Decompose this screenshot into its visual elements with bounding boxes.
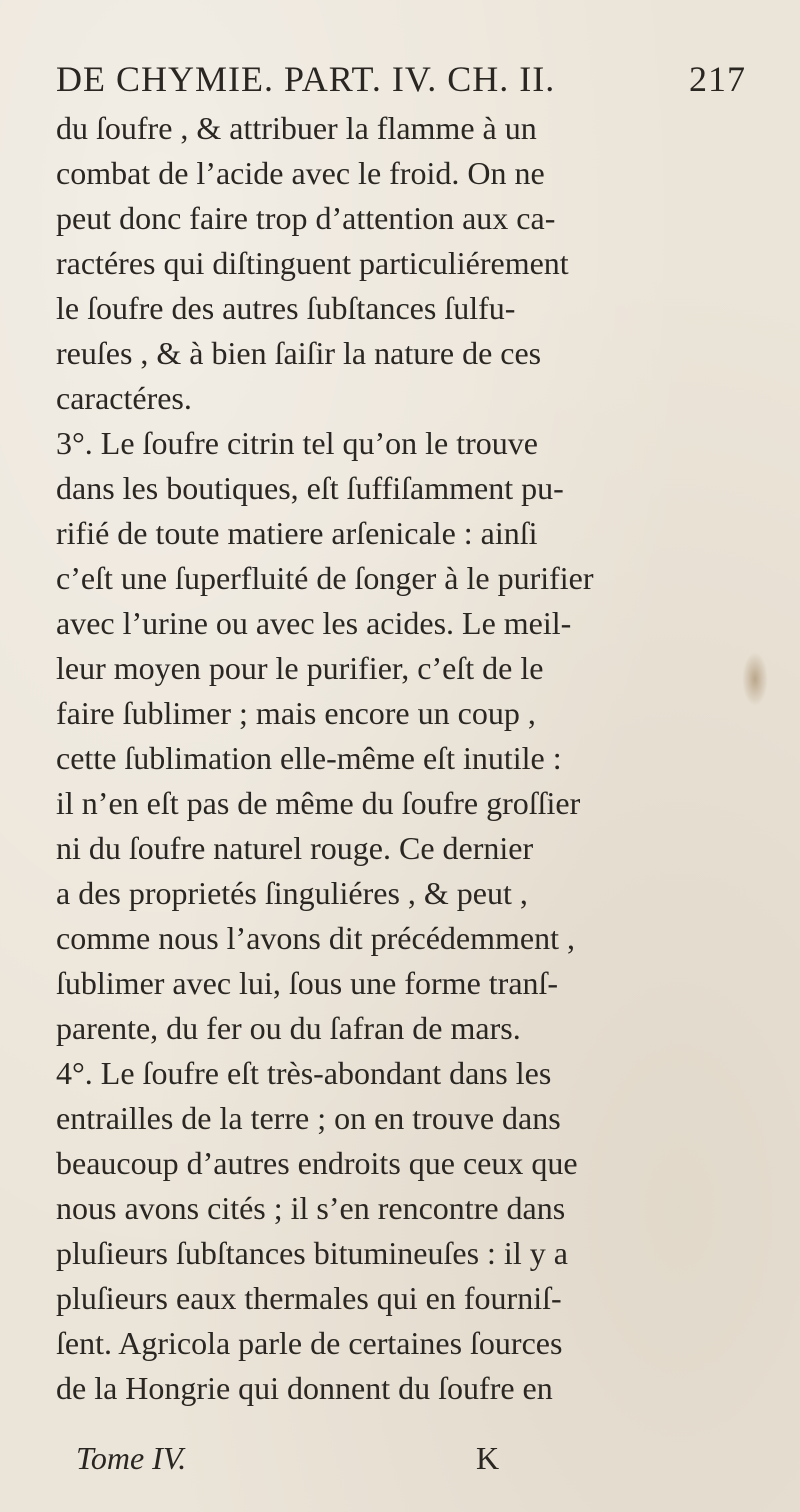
text-line: entrailles de la terre ; on en trouve dans — [56, 1100, 561, 1136]
text-line: ractéres qui diſtinguent particuliérement — [56, 245, 569, 281]
running-head-title: DE CHYMIE. PART. IV. CH. II. — [56, 59, 556, 99]
page-footer — [56, 1440, 746, 1484]
text-line: ſent. Agricola parle de certaines ſources — [56, 1325, 563, 1361]
page-number: 217 — [689, 59, 746, 99]
text-line: parente, du fer ou du ſafran de mars. — [56, 1010, 521, 1046]
text-line: leur moyen pour le purifier, c’eſt de le — [56, 650, 544, 686]
paper-stain — [742, 652, 768, 706]
text-line: ni du ſoufre naturel rouge. Ce dernier — [56, 830, 534, 866]
text-line: a des proprietés ſinguliéres , & peut , — [56, 875, 528, 911]
text-line: reuſes , & à bien ſaiſir la nature de ces — [56, 335, 542, 371]
text-line: avec l’urine ou avec les acides. Le meil- — [56, 605, 572, 641]
text-line: c’eſt une ſuperfluité de ſonger à le purifier — [56, 560, 594, 596]
text-line: combat de l’acide avec le froid. On ne — [56, 155, 545, 191]
text-line: caractéres. — [56, 380, 192, 416]
text-line: faire ſublimer ; mais encore un coup , — [56, 695, 536, 731]
text-line: il n’en eſt pas de même du ſoufre groſſier — [56, 785, 581, 821]
signature-mark: K — [476, 1440, 500, 1476]
text-line: 4°. Le ſoufre eſt très-abondant dans les — [56, 1055, 552, 1091]
text-line: beaucoup d’autres endroits que ceux que — [56, 1145, 578, 1181]
text-line: cette ſublimation elle-même eſt inutile : — [56, 740, 562, 776]
text-line: le ſoufre des autres ſubſtances ſulfu- — [56, 290, 516, 326]
text-line: 3°. Le ſoufre citrin tel qu’on le trouve — [56, 425, 538, 461]
text-line: pluſieurs eaux thermales qui en fourniſ- — [56, 1280, 562, 1316]
text-line: du ſoufre , & attribuer la flamme à un — [56, 110, 537, 146]
text-line: dans les boutiques, eſt ſuffiſamment pu- — [56, 470, 564, 506]
body-text — [56, 106, 756, 1411]
text-line: pluſieurs ſubſtances bitumineuſes : il y a — [56, 1235, 568, 1271]
text-line: rifié de toute matiere arſenicale : ainſi — [56, 515, 538, 551]
text-line: de la Hongrie qui donnent du ſoufre en — [56, 1370, 553, 1406]
text-line: comme nous l’avons dit précédemment , — [56, 920, 575, 956]
text-line: peut donc faire trop d’attention aux ca- — [56, 200, 556, 236]
text-line: ſublimer avec lui, ſous une forme tranſ- — [56, 965, 559, 1001]
text-line: nous avons cités ; il s’en rencontre dans — [56, 1190, 566, 1226]
tome-label: Tome IV. — [76, 1440, 187, 1476]
running-head — [56, 58, 746, 102]
